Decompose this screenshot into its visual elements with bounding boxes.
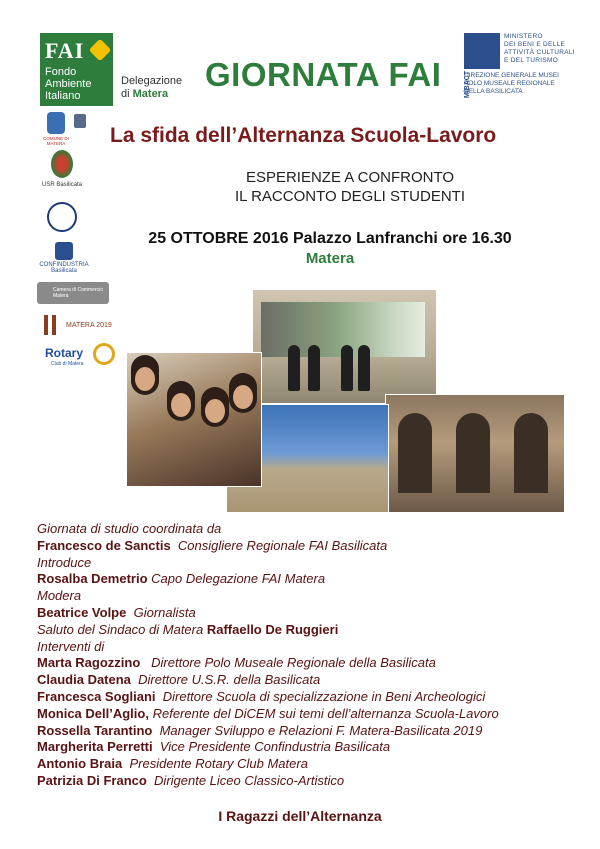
fai-logo-text: [45, 66, 91, 102]
arch-shape: [456, 413, 490, 493]
program-row: [37, 723, 597, 740]
confindustria-logo: [36, 242, 92, 274]
speaker-name: Francesco de Sanctis: [37, 537, 171, 553]
speaker-role: Direttore Polo Museale Regionale della Basilicata: [151, 655, 436, 671]
fai-line-1: Fondo: [45, 66, 77, 78]
program-row: [37, 655, 597, 672]
speaker-role: Dirigente Liceo Classico-Artistico: [154, 772, 345, 788]
speaker-role: Direttore U.S.R. della Basilicata: [138, 672, 321, 688]
speaker-name: Beatrice Volpe: [37, 604, 127, 620]
ministry-line-2: DEI BENI E DELLE: [504, 41, 566, 48]
student-face: [205, 399, 225, 423]
ministry-line-4: E DEL TURISMO: [504, 57, 559, 64]
visitor-silhouette: [341, 345, 353, 391]
ministry-dir-line-1: DIREZIONE GENERALE MUSEI: [464, 72, 559, 79]
speaker-name: Claudia Datena: [37, 672, 131, 688]
event-city: Matera: [305, 250, 355, 267]
ministry-line-1: MINISTERO: [504, 33, 543, 40]
rotary-club-label: Club di Matera: [51, 361, 84, 367]
matera2019-label: MATERA 2019: [66, 322, 112, 329]
program-row: [37, 706, 597, 723]
speaker-name: Antonio Braia: [37, 756, 123, 772]
program-section-label: Modera: [37, 588, 82, 604]
program-section-label: Interventi di: [37, 638, 105, 654]
fai-logo-mark: FAI: [45, 38, 85, 63]
speaker-role: Consigliere Regionale FAI Basilicata: [177, 537, 388, 553]
speaker-name: Rosalba Demetrio: [37, 571, 148, 587]
speaker-name: Raffaello De Ruggieri: [206, 621, 339, 637]
delegation-prefix: Delegazione: [121, 75, 183, 87]
rotary-wheel-icon: [93, 343, 115, 365]
tagline-line-2: IL RACCONTO DEGLI STUDENTI: [234, 188, 466, 205]
program-row: [37, 739, 597, 756]
visitor-silhouette: [358, 345, 370, 391]
visitor-silhouette: [288, 345, 300, 391]
unesco-logo: [72, 114, 88, 128]
university-seal-icon: [47, 202, 77, 232]
speaker-role: Referente del DiCEM sui temi dell’alternanza Scuola-Lavoro: [152, 705, 499, 721]
program-row: [37, 571, 597, 588]
student-face: [135, 367, 155, 391]
program-row: [37, 756, 597, 773]
usr-label: USR Basilicata: [41, 182, 82, 188]
program-row: [37, 622, 597, 639]
delegation-city-prefix: di: [121, 88, 133, 100]
photo-projection-room: [252, 289, 437, 404]
speaker-name: Patrizia Di Franco: [37, 772, 147, 788]
photo-rupestrian-church: [385, 394, 565, 513]
comune-logo: [40, 112, 72, 146]
delegation-city: Matera: [132, 88, 169, 100]
program-intro: Giornata di studio coordinata da: [37, 521, 222, 536]
speaker-role: Giornalista: [133, 604, 196, 620]
speaker-role: Direttore Scuola di specializzazione in Beni Archeologici: [162, 688, 486, 704]
tagline-line-1: ESPERIENZE A CONFRONTO: [245, 169, 455, 186]
event-subtitle: La sfida dell’Alternanza Scuola-Lavoro: [110, 124, 497, 147]
ministry-emblem-icon: [464, 33, 500, 69]
speaker-name: Francesca Sogliani: [37, 688, 156, 704]
student-face: [233, 385, 253, 409]
program-row: [37, 605, 597, 622]
speaker-name: Rossella Tarantino: [37, 722, 153, 738]
matera2019-mark-icon: [44, 315, 64, 335]
student-face: [171, 393, 191, 417]
ministry-dir-line-3: DELLA BASILICATA: [464, 88, 523, 95]
event-date-place: 25 OTTOBRE 2016 Palazzo Lanfranchi ore 16.30: [148, 230, 512, 247]
program: [37, 521, 597, 790]
rotary-logo: [45, 342, 121, 370]
ministry-name: [504, 33, 575, 65]
unesco-temple-icon: [74, 114, 86, 128]
university-logo: [45, 202, 79, 232]
ministry-logo: [464, 33, 592, 99]
delegation-city-line: [121, 88, 182, 101]
ministry-line-3: ATTIVITÀ CULTURALI: [504, 49, 575, 56]
program-row: [37, 773, 597, 790]
fai-hexagon-icon: [89, 39, 112, 62]
program-row: [37, 672, 597, 689]
arch-shape: [398, 413, 432, 493]
speaker-role: Vice Presidente Confindustria Basilicata: [159, 739, 391, 755]
speaker-name: Margherita Perretti: [37, 739, 153, 755]
confindustria-label: CONFINDUSTRIA: [39, 262, 89, 268]
comune-label: COMUNE DI MATERA: [43, 136, 69, 146]
confindustria-region: Basilicata: [51, 268, 77, 274]
mibact-label: MiBACT: [464, 70, 472, 99]
fai-line-2: Ambiente: [45, 78, 92, 90]
usr-logo: [38, 150, 86, 188]
program-section-label: Introduce: [37, 554, 92, 570]
photo-students-selfie: [126, 352, 262, 487]
page-title: GIORNATA FAI: [205, 56, 442, 93]
camera-commercio-logo: [37, 282, 109, 304]
speaker-role: Presidente Rotary Club Matera: [129, 756, 308, 772]
program-row: [37, 538, 597, 555]
visitor-silhouette: [308, 345, 320, 391]
speaker-name: Marta Ragozzino: [37, 655, 141, 671]
fai-line-3: Italiano: [45, 90, 81, 102]
matera2019-logo: [44, 315, 116, 337]
rotary-label: Rotary: [45, 346, 84, 360]
confindustria-icon: [55, 242, 73, 260]
ministry-dir-line-2: POLO MUSEALE REGIONALE: [464, 80, 555, 87]
event-tagline: [180, 168, 520, 206]
fai-logo: [40, 33, 113, 106]
speaker-name: Monica Dell’Aglio,: [37, 705, 149, 721]
speaker-role: Capo Delegazione FAI Matera: [151, 571, 326, 587]
ministry-direction: [464, 70, 559, 99]
program-row: [37, 689, 597, 706]
program-section-label: Saluto del Sindaco di Matera: [37, 621, 204, 637]
comune-crest-icon: [47, 112, 65, 134]
speaker-role: Manager Sviluppo e Relazioni F. Matera-Basilicata 2019: [159, 722, 483, 738]
delegation-label: [121, 75, 182, 101]
footer-credit: I Ragazzi dell’Alternanza: [218, 808, 382, 824]
italy-emblem-icon: [51, 150, 73, 178]
camera-commercio-label: Camera di Commercio Matera: [53, 287, 104, 299]
arch-shape: [514, 413, 548, 493]
